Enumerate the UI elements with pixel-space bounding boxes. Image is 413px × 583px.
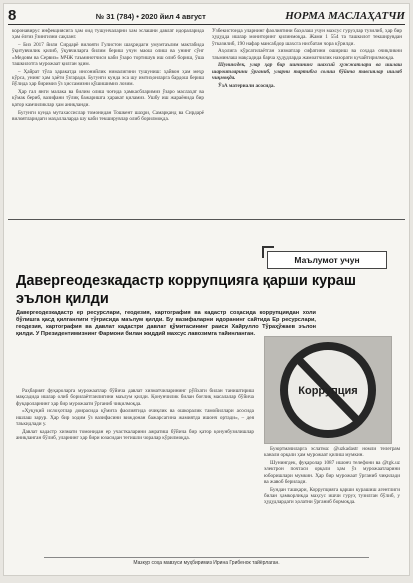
no-corruption-sign-icon [265, 337, 391, 443]
paragraph-italic: Шунингдек, улар ҳар бир ишчининг шахсий ҳужжатлари ва ишлаш шароитларини ўрганиб, уларни тартибга солиш бўйича тавсиялар ишлаб чиқмоқда. [212, 62, 402, 82]
info-label-box [267, 251, 387, 269]
paragraph: Раҳбарият фуқароларга мурожаатлар бўйича давлат хизматчиларининг рўйхати билан таништириш мақсадида ишлар олиб борилаётганлигини маълум қилди. Қонунчилик билан боғлиқ масалалар бўйича фуқароларнинг ҳар бир мурожаати ўрганиб чиқилмоқда. [16, 388, 254, 407]
paragraph: – Ҳайрат тўла ҳаракатда инсонийлик нималигини тушуниш: ҳайвон ҳам меҳр кўрса, унинг ҳам ҳаёти ўзгаради. Бугунги кунда эса шу имтиҳонларга бардош бериш йўлида ҳар биримиз ўз ҳиссамизни қўшишимиз лозим. [12, 68, 204, 88]
paragraph: коронавирус инфекциясига ҳам оид тушунчаларни хам эслашни давлат идораларида ҳам ёлғиз ўзингизни сақланг. [12, 28, 204, 41]
paragraph: – Биз 2017 йили Сирдарё вилояти Гулистон шаҳридаги умумтаълим мактабида ўқитувчилик қилиб, ўқувчиларга билим бериш учун маош олиш ва унинг сўнг «Медовм ва Сервиз» МЧЖ таъминотчиси каби ўзаро тортишув иш олиб бориш, ўша ташкилотга мурожаат қилган эдим. [12, 42, 204, 67]
corner-mark-icon [262, 246, 274, 258]
article-body-left [16, 388, 254, 554]
issue-info: № 31 (784) • 2020 йил 4 август [95, 12, 206, 21]
top-right-column [212, 28, 402, 216]
page-number: 8 [8, 7, 17, 24]
photo-caption-text: Коррупция [298, 385, 358, 397]
page-header [8, 6, 405, 25]
newspaper-page [4, 4, 409, 575]
page-footer: Мазкур соҳа мавзуси муҳбиримиз Ирина Грибенок тайёрлаган. [44, 557, 369, 566]
paragraph: Аҳолига кўрсатилаётган хизматлар сифатини ошириш ва соҳада очиқликни таъминлаш мақсадида барча ҳудудларда жамоатчилик назорати кучайтирилмоқда. [212, 48, 402, 61]
paragraph: Шунингдек, фуқаролар 1087 ишонч телефони ва @tgk.uz электрон почтаси орқали ҳам ўз мурожаатларини юборишлари мумкин. Ҳар бир мурожаат ўрганиб чиқилади ва жавоб берилади. [264, 460, 400, 485]
section-divider [8, 219, 405, 220]
anti-corruption-photo [264, 336, 392, 444]
article-headline: Давергеодезкадастр коррупцияга қарши кураш эълон қилди [16, 273, 356, 307]
article-lead: Давергеодезкадастр ер ресурслари, геодезия, картография ва кадастр соҳасида коррупциядан холи бўлишга қасд қилганлиги тўғрисида маълум қилди. Бу вазифаларни идоранинг сайтида Ер ресурслари, геодезия, картография ва давлат кадастри давлат қўмитасининг раиси Хайрулло Тўраҳўжаев эълон қилди. У Президентимизнинг Фармони билан жиддий махсус лавозимга тайинланган. [16, 310, 316, 337]
top-left-column [12, 28, 204, 216]
paragraph: «Ҳуқуқий ислоҳотлар доирасида қўмита фаолиятида очиқлик ва ошкоралик тамойиллари асосида ишлаш зарур. Ҳар бир ходим ўз вазифасини виждонан бажарсагина жамиятда ишонч ортади», – дея таъкидлади у. [16, 408, 254, 427]
paragraph: Буюртмачиларга эслатма: @uzkadastr номли телеграм канали орқали ҳам мурожаат қилиш мумкин. [264, 446, 400, 459]
source-credit: ЎзА материали асосида. [218, 82, 275, 89]
article-body-right [264, 446, 400, 554]
paragraph: Ҳар гал янги малака ва билим олиш чоғида ҳамкасбларимиз ўзаро маслаҳат ва кўмак бериб, вазифани тўлиқ бажаришга ҳаракат қиламиз. Ушбу иш жараёнида бир қатор камчиликлар ҳам аниқланди. [12, 89, 204, 108]
paragraph: Бугунги кунда мутахассислар томонидан Тошкент шаҳри, Самарқанд ва Сирдарё вилоятларидаги маҳаллаларда шу каби текширувлар олиб борилмоқда. [12, 109, 204, 122]
paragraph: Ўзбекистонда уларнинг фаолиятини баҳолаш учун махсус гуруҳлар тузилиб, ҳар бир ҳудудда ишлар мониторинг қилинмоқда. Жами 1 554 та ташкилот текширувдан ўтказилиб, 190 нафар мансабдор шахсга нисбатан чора кўрилди. [212, 28, 402, 47]
paragraph: Бундан ташқари, Коррупцияга қарши курашиш агентлиги билан ҳамкорликда маҳсус ишчи гуруҳ тузилган бўлиб, у ҳудудлардаги ҳолатни ўрганиб бормоқда. [264, 486, 400, 506]
newspaper-title: НОРМА МАСЛАҲАТЧИ [285, 10, 405, 22]
paragraph: Давлат кадастр хизмати томонидан ер участкаларини ажратиш бўйича бир қатор қонунбузилишлар аниқланган бўлиб, уларнинг ҳар бири юзасидан тегишли чоралар кўрилмоқда. [16, 428, 254, 442]
info-label: Маълумот учун [294, 255, 360, 265]
